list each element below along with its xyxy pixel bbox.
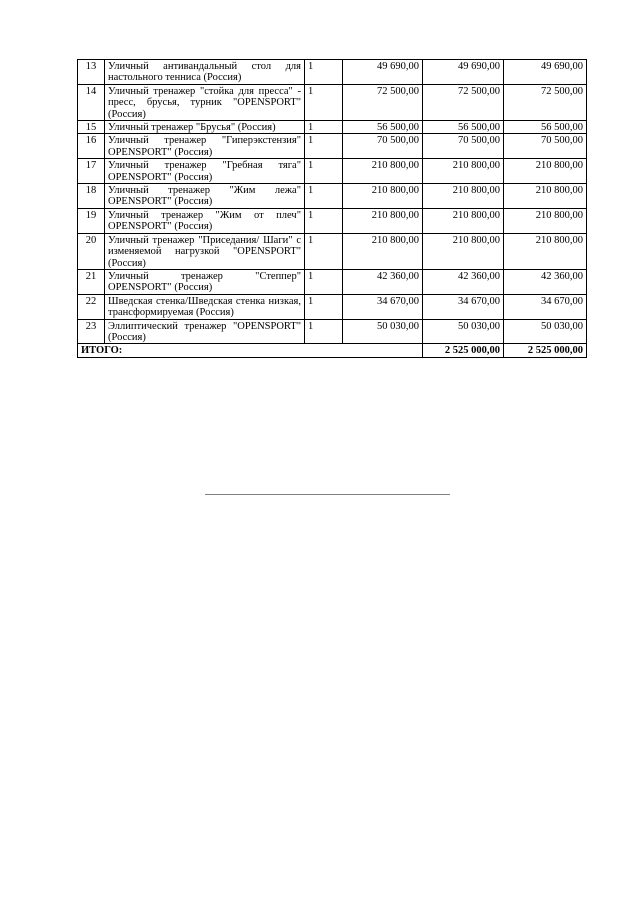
total-row [78,344,587,357]
item-price: 72 500,00 [343,84,423,120]
item-price: 70 500,00 [343,134,423,159]
item-cost: 70 500,00 [423,134,504,159]
table-row [78,319,587,344]
equipment-table [77,59,587,358]
item-price: 42 360,00 [343,269,423,294]
item-price: 56 500,00 [343,121,423,134]
item-total: 42 360,00 [504,269,587,294]
table-body [78,60,587,344]
item-name: Уличный тренажер "Гребная тяга" OPENSPORT" (Россия) [105,159,305,184]
item-name: Уличный тренажер "стойка для пресса" - пресс, брусья, турник "OPENSPORT" (Россия) [105,84,305,120]
item-quantity: 1 [305,233,343,269]
item-quantity: 1 [305,269,343,294]
total-sum: 2 525 000,00 [504,344,587,357]
row-number: 19 [78,208,105,233]
table-row [78,208,587,233]
row-number: 21 [78,269,105,294]
item-cost: 49 690,00 [423,60,504,85]
item-total: 49 690,00 [504,60,587,85]
row-number: 22 [78,294,105,319]
item-name: Шведская стенка/Шведская стенка низкая, трансформируемая (Россия) [105,294,305,319]
row-number: 18 [78,184,105,209]
item-total: 72 500,00 [504,84,587,120]
horizontal-rule [205,494,450,495]
item-name: Уличный тренажер "Гиперэкстензия" OPENSPORT" (Россия) [105,134,305,159]
row-number: 20 [78,233,105,269]
row-number: 23 [78,319,105,344]
total-cost: 2 525 000,00 [423,344,504,357]
item-price: 34 670,00 [343,294,423,319]
table-row [78,121,587,134]
item-cost: 210 800,00 [423,184,504,209]
item-name: Уличный тренажер "Степпер" OPENSPORT" (Россия) [105,269,305,294]
item-name: Уличный тренажер "Жим от плеч" OPENSPORT" (Россия) [105,208,305,233]
total-label: ИТОГО: [78,344,423,357]
item-quantity: 1 [305,121,343,134]
row-number: 16 [78,134,105,159]
item-name: Уличный тренажер "Жим лежа" OPENSPORT" (Россия) [105,184,305,209]
item-quantity: 1 [305,159,343,184]
table-row [78,159,587,184]
row-number: 17 [78,159,105,184]
item-cost: 210 800,00 [423,159,504,184]
table-row [78,60,587,85]
item-total: 56 500,00 [504,121,587,134]
item-price: 49 690,00 [343,60,423,85]
item-quantity: 1 [305,134,343,159]
item-name: Уличный тренажер "Приседания/ Шаги" с изменяемой нагрузкой "OPENSPORT" (Россия) [105,233,305,269]
table-row [78,269,587,294]
item-total: 70 500,00 [504,134,587,159]
item-total: 210 800,00 [504,159,587,184]
row-number: 14 [78,84,105,120]
table-row [78,184,587,209]
table-row [78,233,587,269]
item-total: 210 800,00 [504,208,587,233]
item-total: 34 670,00 [504,294,587,319]
item-price: 210 800,00 [343,159,423,184]
item-cost: 50 030,00 [423,319,504,344]
item-name: Уличный тренажер "Брусья" (Россия) [105,121,305,134]
item-cost: 210 800,00 [423,208,504,233]
item-price: 210 800,00 [343,208,423,233]
item-name: Эллиптический тренажер "OPENSPORT" (Россия) [105,319,305,344]
item-quantity: 1 [305,208,343,233]
item-cost: 72 500,00 [423,84,504,120]
row-number: 13 [78,60,105,85]
table-row [78,134,587,159]
item-quantity: 1 [305,60,343,85]
item-cost: 56 500,00 [423,121,504,134]
item-total: 210 800,00 [504,233,587,269]
item-quantity: 1 [305,294,343,319]
item-cost: 210 800,00 [423,233,504,269]
table-row [78,294,587,319]
row-number: 15 [78,121,105,134]
table-row [78,84,587,120]
item-quantity: 1 [305,84,343,120]
item-cost: 42 360,00 [423,269,504,294]
item-quantity: 1 [305,319,343,344]
item-price: 210 800,00 [343,184,423,209]
item-price: 50 030,00 [343,319,423,344]
item-cost: 34 670,00 [423,294,504,319]
item-total: 210 800,00 [504,184,587,209]
item-quantity: 1 [305,184,343,209]
item-name: Уличный антивандальный стол для настольного тенниса (Россия) [105,60,305,85]
item-total: 50 030,00 [504,319,587,344]
item-price: 210 800,00 [343,233,423,269]
